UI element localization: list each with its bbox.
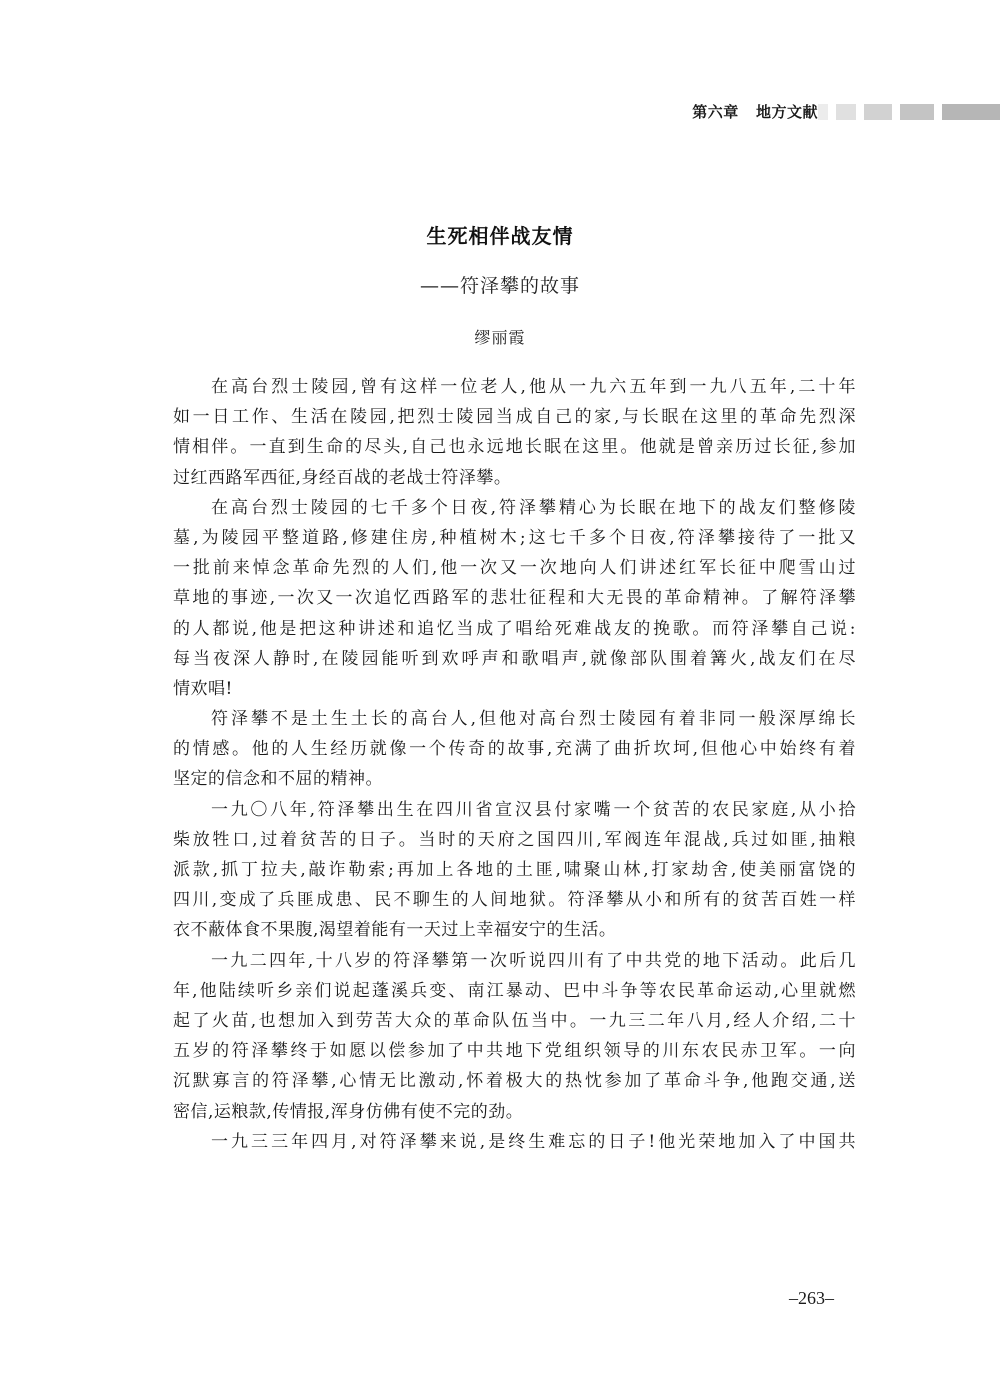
body-line: 的情感。他的人生经历就像一个传奇的故事,充满了曲折坎坷,但他心中始终有着 bbox=[173, 739, 856, 760]
header-bar bbox=[836, 104, 856, 120]
running-header bbox=[600, 101, 1000, 123]
body-line: 派款,抓丁拉夫,敲诈勒索;再加上各地的土匪,啸聚山林,打家劫舍,使美丽富饶的 bbox=[173, 860, 856, 880]
article-subtitle: ——符泽攀的故事 bbox=[419, 275, 580, 297]
article-title: 生死相伴战友情 bbox=[426, 224, 574, 248]
body-line: 沉默寡言的符泽攀,心情无比激动,怀着极大的热忱参加了革命斗争,他跑交通,送 bbox=[173, 1071, 856, 1092]
body-line: 在高台烈士陵园,曾有这样一位老人,他从一九六五年到一九八五年,二十年 bbox=[211, 377, 856, 397]
body-line: 墓,为陵园平整道路,修建住房,种植树木;这七千多个日夜,符泽攀接待了一批又 bbox=[173, 527, 856, 548]
article-body bbox=[173, 372, 856, 1157]
body-line: 坚定的信念和不屈的精神。 bbox=[173, 769, 383, 790]
body-line: 在高台烈士陵园的七千多个日夜,符泽攀精心为长眠在地下的战友们整修陵 bbox=[211, 497, 856, 518]
body-line: 情相伴。一直到生命的尽头,自己也永远地长眠在这里。他就是曾亲历过长征,参加 bbox=[173, 437, 856, 458]
chapter-label: 第六章 bbox=[692, 103, 739, 121]
body-line: 衣不蔽体食不果腹,渴望着能有一天过上幸福安宁的生活。 bbox=[173, 920, 617, 941]
header-bar bbox=[942, 104, 1000, 120]
header-decoration bbox=[814, 101, 1000, 123]
chapter-heading bbox=[692, 101, 818, 123]
body-line: 起了火苗,也想加入到劳苦大众的革命队伍当中。一九三二年八月,经人介绍,二十 bbox=[173, 1010, 856, 1031]
body-line: 五岁的符泽攀终于如愿以偿参加了中共地下党组织领导的川东农民赤卫军。一向 bbox=[173, 1041, 856, 1062]
body-line: 年,他陆续听乡亲们说起蓬溪兵变、南江暴动、巴中斗争等农民革命运动,心里就燃 bbox=[173, 980, 856, 1001]
body-line: 密信,运粮款,传情报,浑身仿佛有使不完的劲。 bbox=[173, 1101, 524, 1122]
body-line: 一九二四年,十八岁的符泽攀第一次听说四川有了中共党的地下活动。此后几 bbox=[211, 950, 856, 971]
body-line: 四川,变成了兵匪成患、民不聊生的人间地狱。符泽攀从小和所有的贫苦百姓一样 bbox=[173, 890, 856, 911]
body-line: 草地的事迹,一次又一次追忆西路军的悲壮征程和大无畏的革命精神。了解符泽攀 bbox=[173, 588, 856, 609]
body-line: 一批前来悼念革命先烈的人们,他一次又一次地向人们讲述红军长征中爬雪山过 bbox=[173, 558, 856, 579]
header-bar bbox=[900, 104, 934, 120]
body-line: 柴放牲口,过着贫苦的日子。当时的天府之国四川,军阀连年混战,兵过如匪,抽粮 bbox=[173, 829, 856, 850]
body-line: 一九三三年四月,对符泽攀来说,是终生难忘的日子!他光荣地加入了中国共 bbox=[211, 1131, 856, 1152]
page-number: –263– bbox=[789, 1288, 834, 1308]
body-line: 符泽攀不是土生土长的高台人,但他对高台烈士陵园有着非同一般深厚绵长 bbox=[211, 709, 856, 730]
body-line: 每当夜深人静时,在陵园能听到欢呼声和歌唱声,就像部队围着篝火,战友们在尽 bbox=[173, 648, 856, 669]
body-line: 情欢唱! bbox=[173, 678, 233, 699]
header-bar bbox=[818, 104, 828, 120]
body-line: 过红西路军西征,身经百战的老战士符泽攀。 bbox=[173, 467, 512, 488]
section-label: 地方文献 bbox=[755, 103, 818, 121]
header-bar bbox=[864, 104, 892, 120]
article-author: 缪丽霞 bbox=[474, 328, 526, 347]
body-line: 如一日工作、生活在陵园,把烈士陵园当成自己的家,与长眠在这里的革命先烈深 bbox=[173, 407, 856, 428]
body-line: 一九〇八年,符泽攀出生在四川省宣汉县付家嘴一个贫苦的农民家庭,从小拾 bbox=[211, 799, 856, 820]
body-line: 的人都说,他是把这种讲述和追忆当成了唱给死难战友的挽歌。而符泽攀自己说: bbox=[173, 618, 856, 639]
